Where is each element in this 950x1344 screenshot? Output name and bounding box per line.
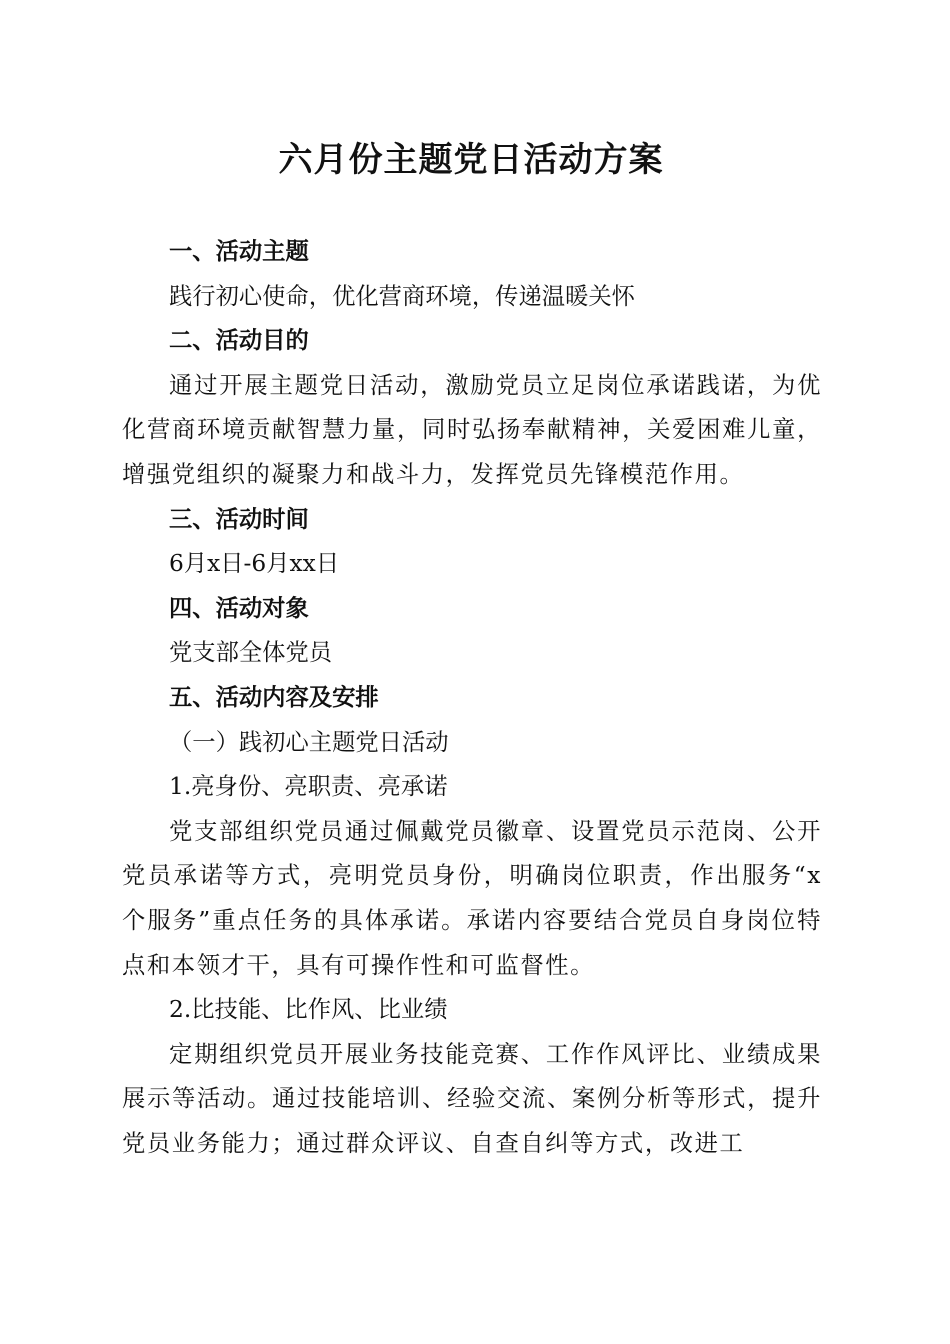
item-text-1: 党支部组织党员通过佩戴党员徽章、设置党员示范岗、公开党员承诺等方式，亮明党员身份，明确岗位职责，作出服务“x个服务”重点任务的具体承诺。承诺内容要结合党员自身岗位特点和本领才干，具有可操作性和可监督性。 [122, 817, 822, 979]
section-heading-theme: 一、活动主题 [169, 238, 309, 265]
item-text-2: 定期组织党员开展业务技能竞赛、工作作风评比、业绩成果展示等活动。通过技能培训、经验交流、案例分析等形式，提升党员业务能力；通过群众评议、自查自纠等方式，改进工 [122, 1040, 822, 1157]
item-title-1: 1.亮身份、亮职责、亮承诺 [169, 773, 448, 801]
section-heading-content: 五、活动内容及安排 [169, 683, 379, 711]
section-heading-target: 四、活动对象 [169, 594, 309, 622]
document-body [122, 230, 822, 1166]
subsection-title-part1: （一）践初心主题党日活动 [169, 728, 449, 756]
document-title: 六月份主题党日活动方案 [278, 140, 664, 180]
section-heading-purpose: 二、活动目的 [169, 327, 309, 355]
section-text-theme: 践行初心使命，优化营商环境，传递温暖关怀 [169, 282, 635, 310]
section-text-target: 党支部全体党员 [169, 639, 333, 667]
section-text-time: 6月x日-6月xx日 [169, 550, 340, 578]
section-text-purpose: 通过开展主题党日活动，激励党员立足岗位承诺践诺，为优化营商环境贡献智慧力量，同时弘扬奉献精神，关爱困难儿童，增强党组织的凝聚力和战斗力，发挥党员先锋模范作用。 [122, 371, 822, 488]
section-heading-time: 三、活动时间 [169, 505, 309, 533]
item-title-2: 2.比技能、比作风、比业绩 [169, 996, 448, 1024]
